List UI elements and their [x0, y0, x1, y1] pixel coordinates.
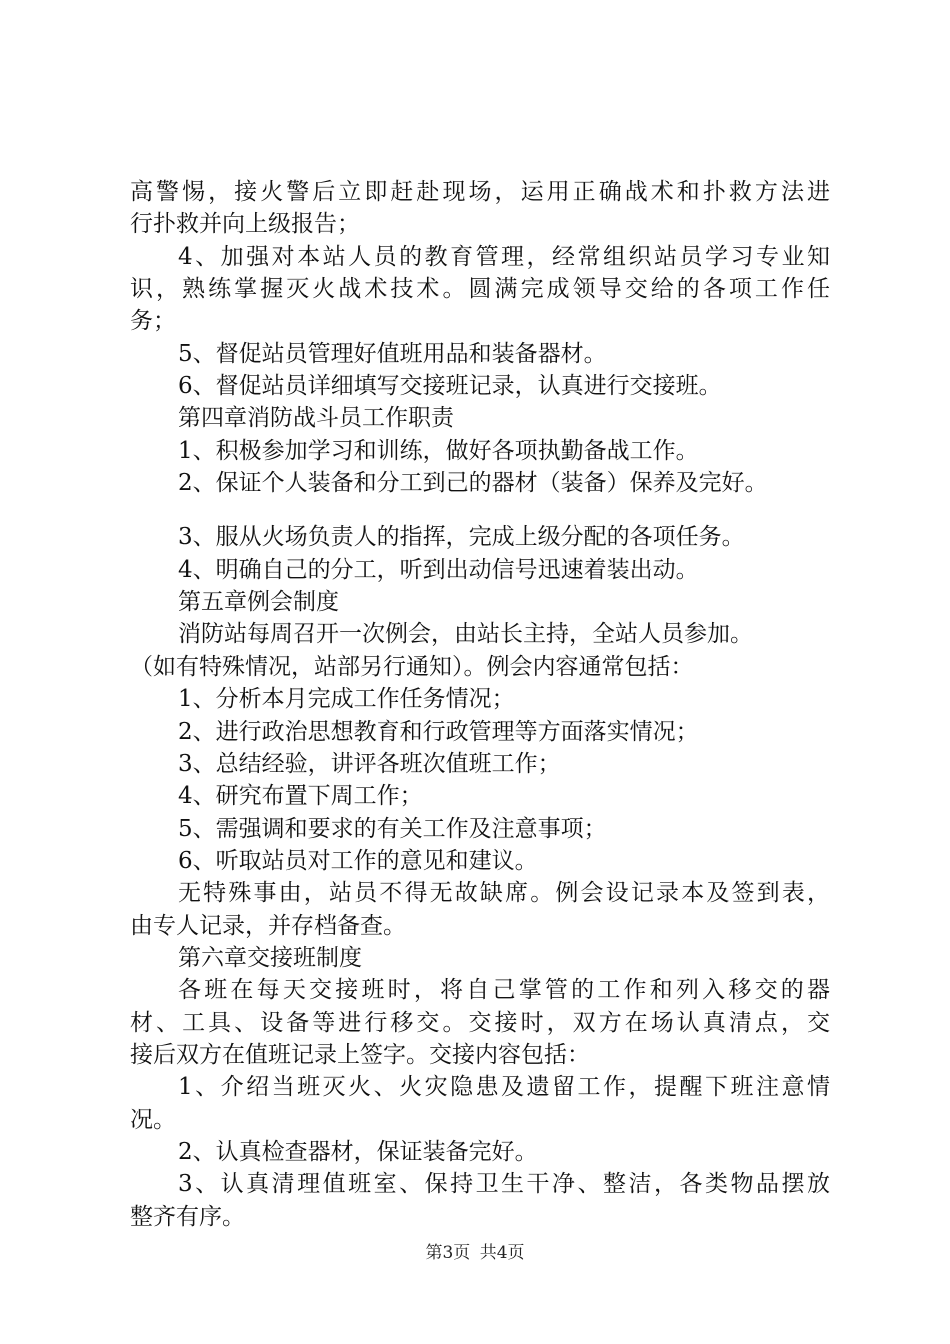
- paragraph-line: 整齐有序。: [130, 1203, 245, 1230]
- list-item: 2、认真检查器材，保证装备完好。: [178, 1138, 538, 1165]
- paragraph-line: 识，熟练掌握灭火战术技术。圆满完成领导交给的各项工作任: [130, 276, 830, 303]
- list-item: 4、明确自己的分工，听到出动信号迅速着装出动。: [178, 556, 699, 583]
- document-body: [130, 176, 830, 1233]
- paragraph-line: 务；: [130, 308, 176, 335]
- blank-gap: [130, 499, 830, 521]
- list-item: 4、研究布置下周工作；: [178, 783, 423, 810]
- chapter-heading: 第五章例会制度: [178, 589, 339, 616]
- paragraph-line: 高警惕，接火警后立即赶赴现场，运用正确战术和扑救方法进: [130, 179, 830, 205]
- paragraph-line: 由专人记录，并存档备查。: [130, 912, 406, 939]
- page-total: 共4页: [479, 1243, 525, 1263]
- paragraph-line: 消防站每周召开一次例会，由站长主持，全站人员参加。: [178, 621, 753, 648]
- list-item: 3、认真清理值班室、保持卫生干净、整洁，各类物品摆放: [178, 1171, 830, 1198]
- list-item: 1、分析本月完成工作任务情况；: [178, 686, 515, 713]
- paragraph-line: 材、工具、设备等进行移交。交接时，双方在场认真清点，交: [130, 1009, 830, 1036]
- list-item: 3、总结经验，讲评各班次值班工作；: [178, 750, 561, 777]
- list-item: 1、积极参加学习和训练，做好各项执勤备战工作。: [178, 437, 699, 464]
- paragraph-line: 各班在每天交接班时，将自己掌管的工作和列入移交的器: [178, 977, 830, 1004]
- paragraph-line: 无特殊事由，站员不得无故缺席。例会设记录本及签到表，: [178, 880, 830, 907]
- list-item: 4、加强对本站人员的教育管理，经常组织站员学习专业知: [178, 243, 830, 270]
- paragraph-line: （如有特殊情况，站部另行通知）。例会内容通常包括：: [130, 653, 694, 680]
- list-item: 1、介绍当班灭火、火灾隐患及遗留工作，提醒下班注意情: [178, 1074, 830, 1101]
- chapter-heading: 第六章交接班制度: [178, 944, 362, 971]
- list-item: 2、保证个人装备和分工到己的器材（装备）保养及完好。: [178, 470, 768, 497]
- list-item: 2、进行政治思想教育和行政管理等方面落实情况；: [178, 718, 699, 745]
- chapter-heading: 第四章消防战斗员工作职责: [178, 405, 454, 432]
- list-item: 5、督促站员管理好值班用品和装备器材。: [178, 340, 607, 367]
- paragraph-line: 况。: [130, 1106, 176, 1133]
- paragraph-line: 行扑救并向上级报告；: [130, 211, 360, 238]
- paragraph-line: 接后双方在值班记录上签字。交接内容包括：: [130, 1041, 590, 1068]
- list-item: 6、督促站员详细填写交接班记录，认真进行交接班。: [178, 373, 722, 400]
- page-footer: [0, 1242, 950, 1264]
- list-item: 6、听取站员对工作的意见和建议。: [178, 847, 538, 874]
- page-number: 第3页: [425, 1243, 471, 1263]
- list-item: 3、服从火场负责人的指挥，完成上级分配的各项任务。: [178, 524, 745, 551]
- list-item: 5、需强调和要求的有关工作及注意事项；: [178, 815, 607, 842]
